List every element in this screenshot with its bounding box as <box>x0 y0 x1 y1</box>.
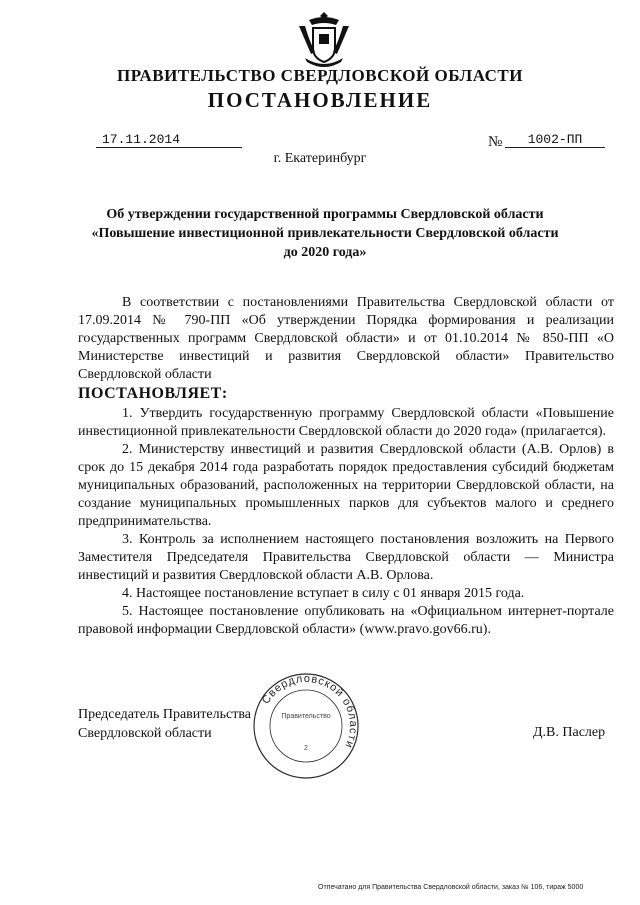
seal-inner-text: Правительство <box>281 713 331 720</box>
signer-position-line-2: Свердловской области <box>78 726 212 741</box>
clause-5: 5. Настоящее постановление опубликовать на «Официальном интернет-портале правовой информации Свердловской области» (www.pravo.gov66.ru). <box>78 604 614 637</box>
seal-inner-number: 2 <box>304 745 308 752</box>
clause-4: 4. Настоящее постановление вступает в силу с 01 января 2015 года. <box>122 586 525 601</box>
official-seal <box>250 670 362 782</box>
city: г. Екатеринбург <box>273 151 367 166</box>
document-body <box>78 294 614 639</box>
print-footer: Отпечатано для Правительства Свердловской области, заказ № 106, тираж 5000 <box>318 884 584 891</box>
decree-word: ПОСТАНОВЛЯЕТ: <box>78 385 228 402</box>
coat-of-arms-icon <box>295 8 353 70</box>
document-date: 17.11.2014 <box>96 132 242 148</box>
title-line-1: Об утверждении государственной программы Свердловской области <box>106 207 544 222</box>
signer-position-line-1: Председатель Правительства <box>78 707 251 722</box>
title-line-2: «Повышение инвестиционной привлекательности Свердловской области <box>91 226 559 241</box>
seal-ring-text: Свердловской области <box>259 672 360 751</box>
signer-name: Д.В. Паслер <box>533 725 606 740</box>
title-line-3: до 2020 года» <box>283 245 367 260</box>
government-name: ПРАВИТЕЛЬСТВО СВЕРДЛОВСКОЙ ОБЛАСТИ <box>117 66 523 85</box>
signer-position <box>78 705 251 743</box>
document-number: 1002-ПП <box>505 132 605 148</box>
document-type: ПОСТАНОВЛЕНИЕ <box>207 88 433 112</box>
clause-3: 3. Контроль за исполнением настоящего постановления возложить на Первого Заместителя Председателя Правительства Свердловской области — Министра инвестиций и развития Свердловской области А.В. Орлова. <box>78 532 614 583</box>
svg-text:Свердловской области <box>260 673 359 750</box>
clause-2: 2. Министерству инвестиций и развития Свердловской области (А.В. Орлов) в срок до 15 декабря 2014 года разработать порядок предоставления субсидий бюджетам муниципальных образований, расположенных на территории Свердловской области, на создание муниципальных промышленных парков для субъектов малого и среднего предпринимательства. <box>78 442 614 529</box>
number-sign: № <box>488 134 503 150</box>
preamble: В соответствии с постановлениями Правительства Свердловской области от 17.09.2014 № 790-ПП «Об утверждении Порядка формирования и реализации государственных программ Свердловской области» и от 01.10.2014 № 850-ПП «О Министерстве инвестиций и развития Свердловской области» Правительство Свердловской области <box>78 295 614 382</box>
clause-1: 1. Утвердить государственную программу Свердловской области «Повышение инвестиционной привлекательности Свердловской области до 2020 года» (прилагается). <box>78 406 614 439</box>
document-title <box>90 205 560 262</box>
